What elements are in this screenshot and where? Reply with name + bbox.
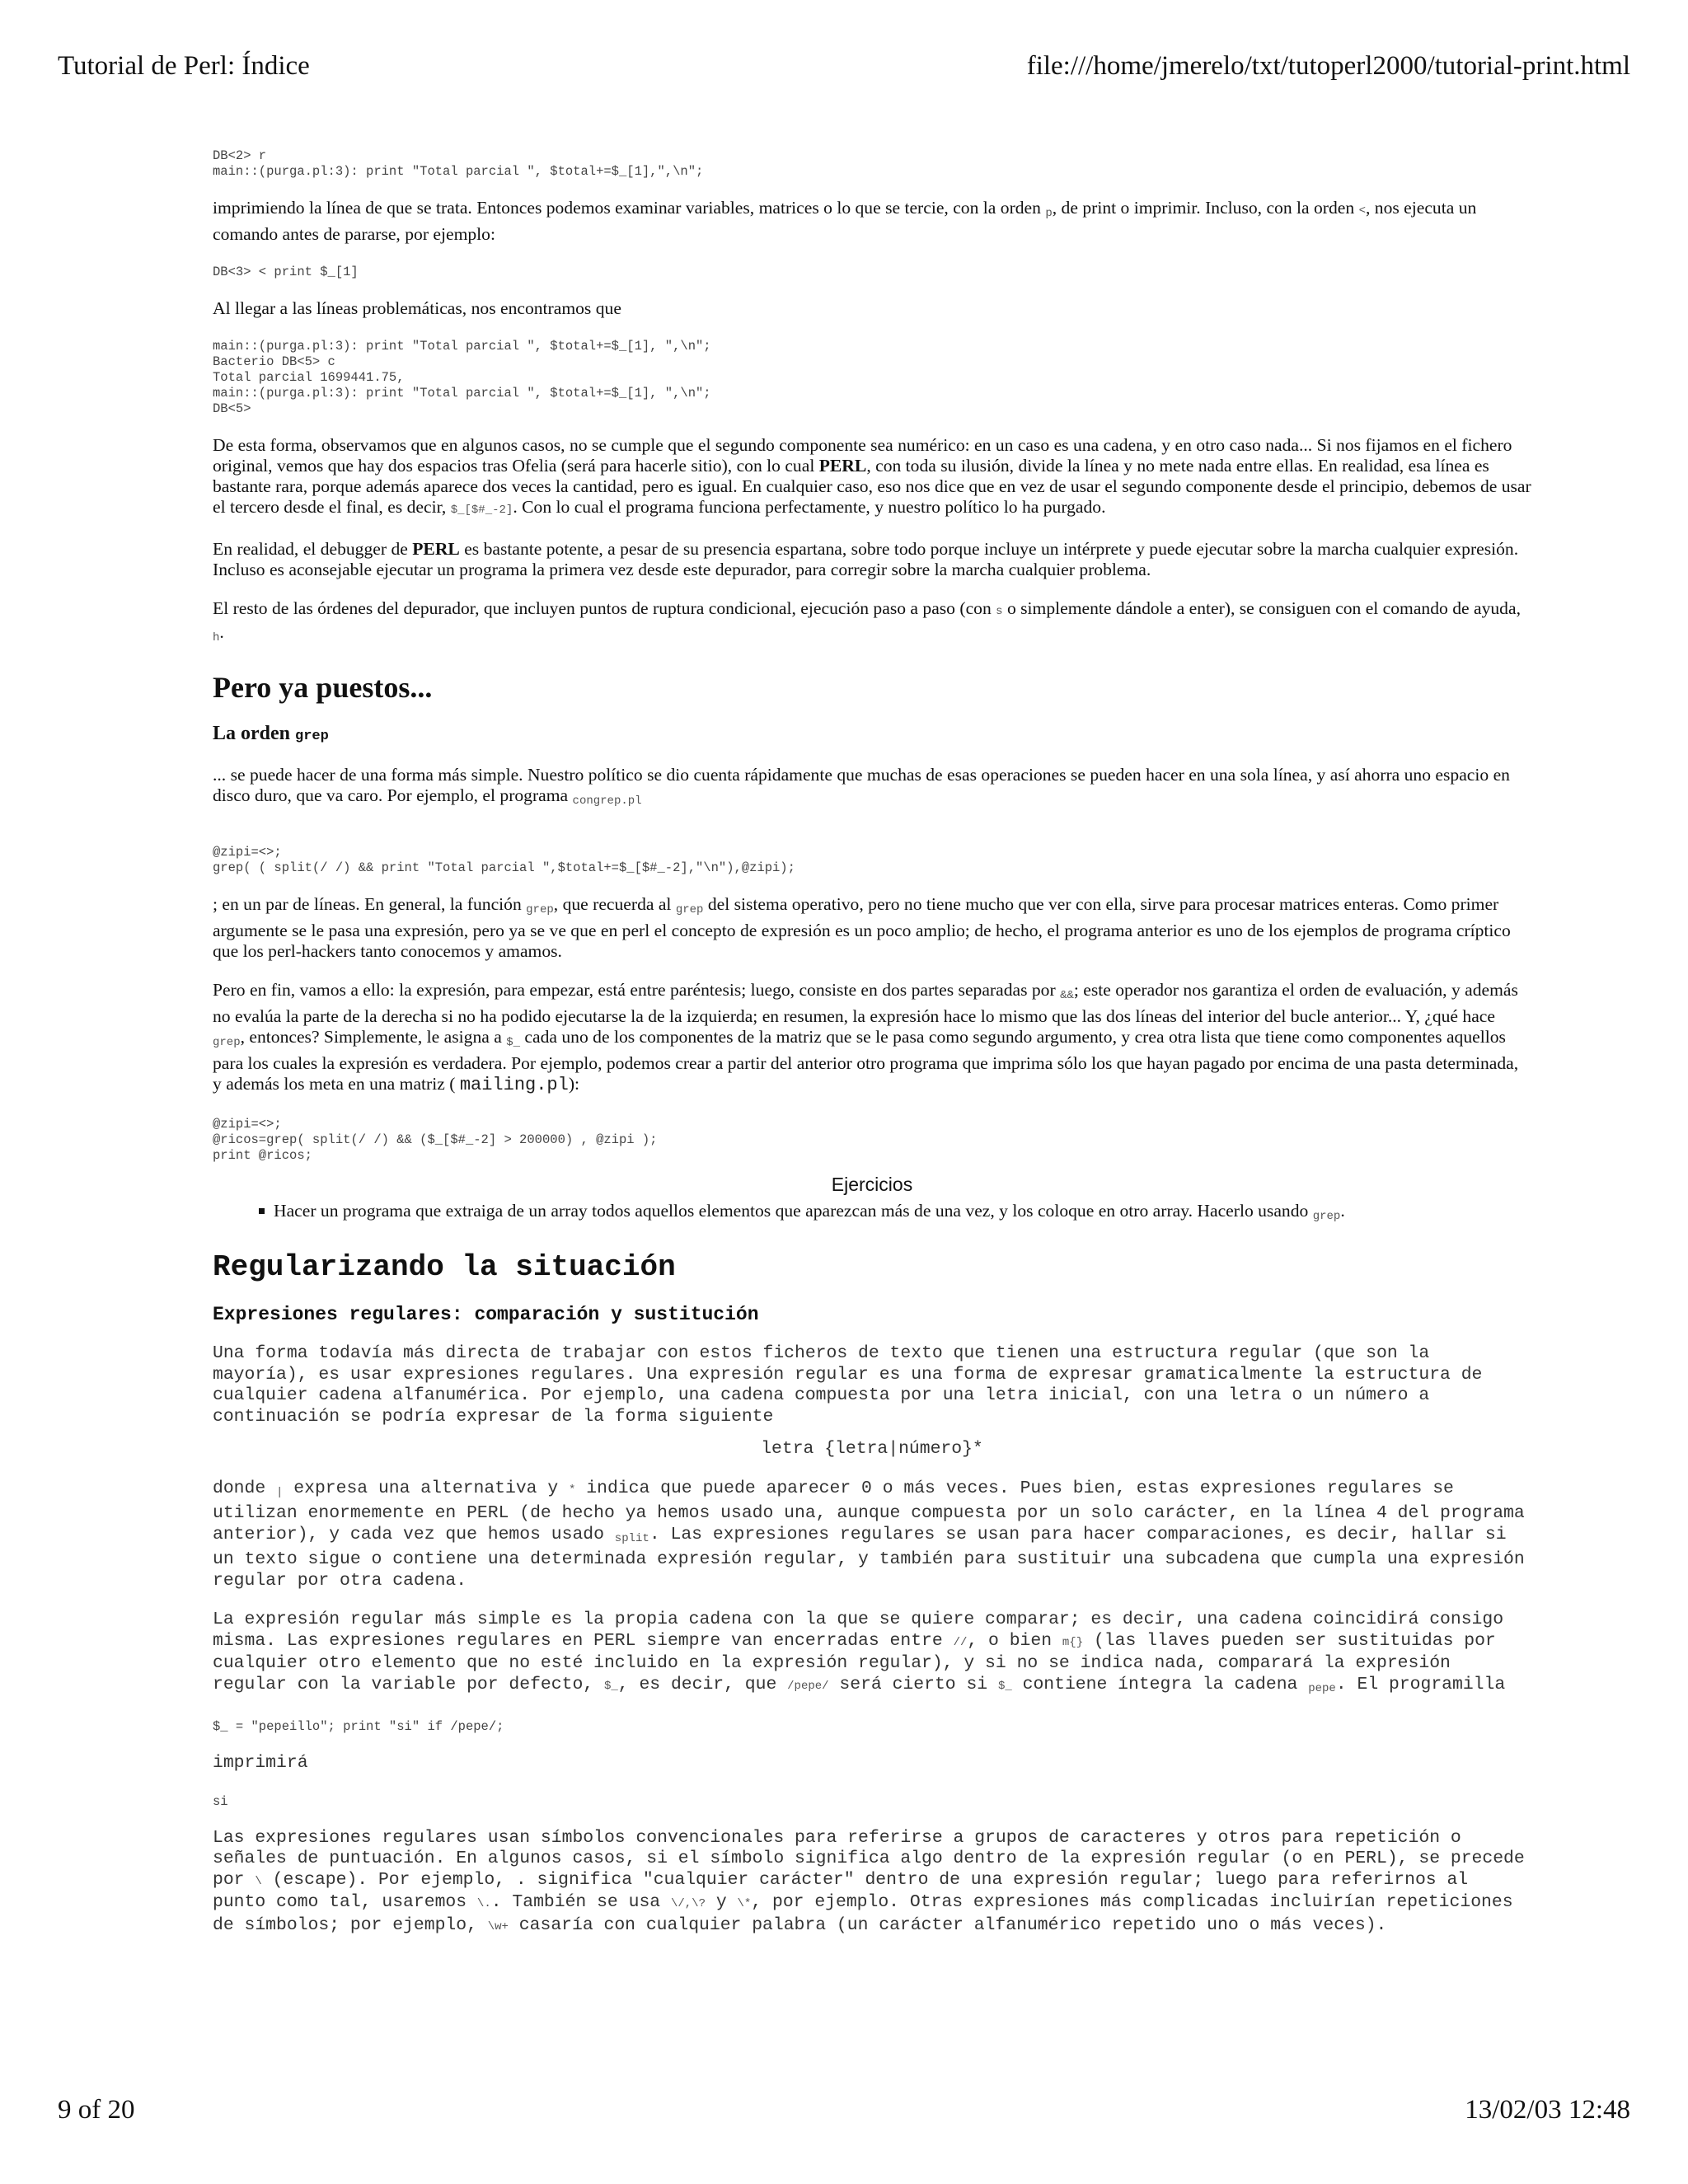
inline-code: \. <box>476 1897 491 1910</box>
inline-code: pepe <box>1308 1681 1336 1695</box>
inline-code: $_[$#_-2] <box>450 504 513 517</box>
inline-code: grep <box>295 729 329 744</box>
paragraph-regex-intro: Una forma todavía más directa de trabajar con estos ficheros de texto que tienen una estructura regular (que son la mayoría), es usar expresiones regulares. Una expresión regular es una forma de expresar gramaticalmente la estructura de cualquier cadena alfanumérica. Por ejemplo, una cadena compuesta por una letra inicial, con una letra o un número a continuación se podría expresar de la forma siguiente <box>213 1343 1483 1427</box>
inline-code: s <box>996 605 1003 618</box>
perl-term: PERL <box>412 539 460 559</box>
print-header-title: Tutorial de Perl: Índice <box>58 51 310 81</box>
list-item: Hacer un programa que extraiga de un array todos aquellos elementos que aparezcan más de una vez, y los coloque en otro array. Hacerlo usando $_{grep}$. <box>274 1201 1531 1227</box>
print-footer-datetime: 13/02/03 12:48 <box>1465 2095 1630 2125</box>
paragraph-simpler-way: ... se puede hacer de una forma más simple. Nuestro político se dio cuenta rápidamente que muchas de esas operaciones se pueden hacer en una sola línea, y así ahorra uno espacio en disco duro, que va caro. Por ejemplo, el programa $_{congrep.pl}$ <box>213 765 1510 808</box>
code-block-debugger-2: DB<3> < print $_[1] <box>213 265 359 279</box>
inline-code: $_ <box>506 1036 521 1049</box>
subsection-heading-la-orden-grep: La orden grep <box>213 723 329 744</box>
formula-letra: letra {letra|número}* <box>761 1439 983 1459</box>
paragraph-regex-alternatives: donde $_|$ expresa una alternativa y * indica que puede aparecer 0 o más veces. Pues bien, estas expresiones regulares se utilizan enormemente en PERL (de hecho ya hemos usado una, aunque compuesta por un solo carácter, en la línea 4 del programa anterior), y cada vez que hemos usado $_{split}$. Las expresiones regulares se usan para hacer comparaciones, es decir, hallar si un texto sigue o contiene una determinada expresión regular, y también para sustituir una subcadena que cumpla una expresión regular por otra cadena. <box>213 1478 1525 1591</box>
inline-code: \ <box>255 1874 262 1888</box>
inline-code: mailing.pl <box>459 1075 569 1095</box>
inline-code: /pepe/ <box>787 1679 829 1693</box>
inline-code: && <box>1060 989 1074 1002</box>
inline-code: split <box>614 1531 649 1545</box>
inline-code: \w+ <box>487 1919 509 1933</box>
paragraph-problem-lines: Al llegar a las líneas problemáticas, nos encontramos que <box>213 298 621 318</box>
inline-code: congrep.pl <box>572 794 642 808</box>
paragraph-grep-function: ; en un par de líneas. En general, la función $_{grep}$, que recuerda al $_{grep}$ del sistema operativo, pero no tiene mucho que ver con ella, sirve para procesar matrices enteras. Como primer argumente se le pasa una expresión, pero ya se ve que en perl el concepto de expresión es un poco amplio; de hecho, el programa anterior es uno de los ejemplos de programa críptico que los perl-hackers tanto conocemos y amamos. <box>213 894 1511 961</box>
code-block-debugger-3: main::(purga.pl:3): print "Total parcial ", $total+=$_[1], ",\n"; Bacterio DB<5> c Total parcial 1699441.75, main::(purga.pl:3): print "Total parcial ", $total+=$_[1], ",\n"; DB<5> <box>213 339 711 416</box>
print-footer-page-count: 9 of 20 <box>58 2095 135 2125</box>
section-heading-regularizando: Regularizando la situación <box>213 1250 676 1284</box>
code-block-output-si: si <box>213 1793 228 1809</box>
paragraph-observations: De esta forma, observamos que en algunos casos, no se cumple que el segundo componente sea numérico: en un caso es una cadena, y en otro caso nada... Si nos fijamos en el fichero original, vemos que hay dos espacios tras Ofelia (será para hacerle sitio), con lo cual PERL, con toda su ilusión, divide la línea y no mete nada entre ellas. En realidad, esa línea es bastante rara, porque además aparece dos veces la cantidad, pero es igual. En cualquier caso, eso nos dice que en vez de usar el segundo componente desde el principio, debemos de usar el tercero desde el final, es decir, $_[$#_-2]. Con lo cual el programa funciona perfectamente, y nuestro político lo ha purgado. <box>213 435 1531 517</box>
inline-code: $_ <box>997 1679 1012 1693</box>
inline-code: grep <box>1312 1210 1341 1223</box>
code-block-congrep: @zipi=<>; grep( ( split(/ /) && print "Total parcial ",$total+=$_[$#_-2],"\n"),@zipi); <box>213 845 795 875</box>
inline-code: // <box>953 1635 968 1649</box>
section-heading-pero-ya-puestos: Pero ya puestos... <box>213 671 433 704</box>
inline-code: m{} <box>1062 1635 1084 1649</box>
inline-code: $_ <box>603 1679 618 1693</box>
paragraph-simplest-regex: La expresión regular más simple es la propia cadena con la que se quiere comparar; es decir, una cadena coincidirá consigo misma. Las expresiones regulares en PERL siempre van encerradas entre //, o bien m{} (las llaves pueden ser sustituidas por cualquier otro elemento que no esté incluido en la expresión regular), y si no se indica nada, comparará la expresión regular con la variable por defecto, $_, es decir, que /pepe/ será cierto si $_ contiene íntegra la cadena $_{pepe}$. El programilla <box>213 1610 1506 1695</box>
paragraph-debugger-power: En realidad, el debugger de PERL es bastante potente, a pesar de su presencia espartana, sobre todo porque incluye un intérprete y puede ejecutar sobre la marcha cualquier expresión. Incluso es aconsejable ejecutar un programa la primera vez desde este depurador, para corregir sobre la marcha cualquier problema. <box>213 539 1519 579</box>
exercises-title: Ejercicios <box>831 1174 913 1195</box>
code-block-debugger-1: DB<2> r main::(purga.pl:3): print "Total parcial ", $total+=$_[1],",\n"; <box>213 148 704 179</box>
inline-code: grep <box>675 903 704 916</box>
paragraph-regex-symbols: Las expresiones regulares usan símbolos convencionales para referirse a grupos de caracteres y otros para repetición o señales de puntuación. En algunos casos, si el símbolo significa algo dentro de la expresión regular (o en PERL), se precede por \ (escape). Por ejemplo, . significa "cualquier carácter" dentro de una expresión regular; luego para referirnos al punto como tal, usaremos \.. También se usa \/,\? y \*, por ejemplo. Otras expresiones más complicadas incluirían repeticiones de símbolos; por ejemplo, \w+ casaría con cualquier palabra (un carácter alfanumérico repetido uno o más veces). <box>213 1827 1525 1935</box>
inline-code: grep <box>526 903 554 916</box>
inline-code: \* <box>737 1897 752 1910</box>
paragraph-imprimira: imprimirá <box>213 1753 308 1773</box>
subsection-heading-expresiones-regulares: Expresiones regulares: comparación y sustitución <box>213 1304 759 1325</box>
perl-term: PERL <box>818 456 867 476</box>
inline-code: * <box>569 1483 576 1497</box>
inline-code: < <box>1358 204 1366 218</box>
print-header-url: file:///home/jmerelo/txt/tutoperl2000/tutorial-print.html <box>1026 51 1630 81</box>
inline-code: grep <box>213 1036 241 1049</box>
inline-code: p <box>1045 207 1053 220</box>
paragraph-expression-explained: Pero en fin, vamos a ello: la expresión, para empezar, está entre paréntesis; luego, consiste en dos partes separadas por $_{\&\&}$; este operador nos garantiza el orden de evaluación, y además no evalúa la parte de la derecha si no ha podido ejecutarse la de la izquierda; en resumen, la expresión hace lo mismo que las dos líneas del interior del bucle anterior... Y, ¿qué hace $_{grep}$, entonces? Simplemente, le asigna a $_{\$\_}$ cada uno de los componentes de la matriz que se le pasa como segundo argumento, y crea otra lista que tiene como componentes aquellos para los cuales la expresión es verdadera. Por ejemplo, podemos crear a partir del anterior otro programa que imprima sólo los que hayan pagado por encima de una pasta determinada, y además los meta en una matriz ( mailing.pl): <box>213 980 1519 1095</box>
paragraph-examine-variables: imprimiendo la línea de que se trata. Entonces podemos examinar variables, matrices o lo que se tercie, con la orden $_p$, de print o imprimir. Incluso, con la orden <, nos ejecuta un comando antes de pararse, por ejemplo: <box>213 198 1477 244</box>
inline-code: | <box>276 1485 284 1499</box>
paragraph-debugger-commands: El resto de las órdenes del depurador, que incluyen puntos de ruptura condicional, ejecución paso a paso (con s o simplemente dándole a enter), se consiguen con el comando de ayuda, $_h$. <box>213 598 1521 644</box>
inline-code: h <box>213 631 220 644</box>
page-content <box>213 148 1531 1938</box>
inline-code: \/,\? <box>670 1897 706 1910</box>
exercises-list <box>213 1201 1531 1227</box>
code-block-mailing: @zipi=<>; @ricos=grep( split(/ /) && ($_[$#_-2] > 200000) , @zipi ); print @ricos; <box>213 1117 658 1163</box>
code-block-pepeillo: $_ = "pepeillo"; print "si" if /pepe/; <box>213 1719 504 1734</box>
